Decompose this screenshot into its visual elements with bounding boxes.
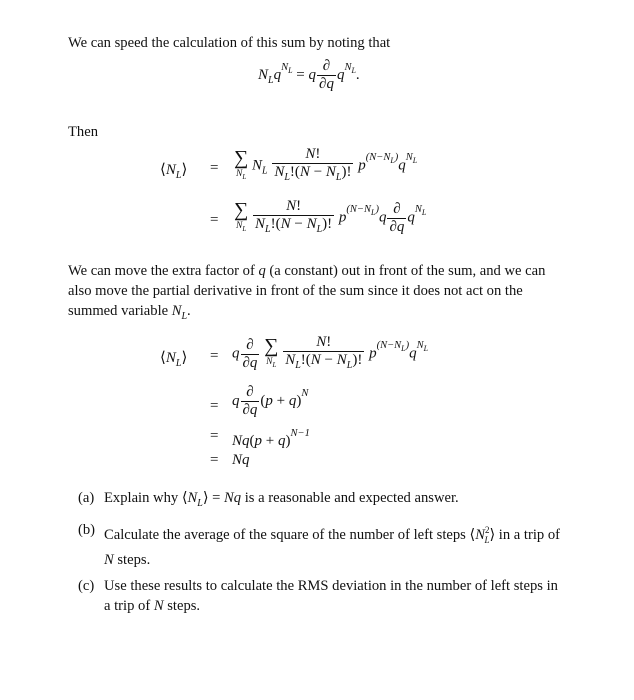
block1-equals-1: = xyxy=(210,160,219,176)
block2-line4: Nq xyxy=(232,452,250,468)
block1-line1: ∑ $N_L$ $N_L$ $\frac{N!}{N_L!(N - N_L)!}$ $p^{(N-N_L)}q^{N_L}$ xyxy=(234,146,418,183)
block2-line2: q $\frac{\partial}{\partial q}$ $(p + q)^N$ xyxy=(232,384,309,418)
question-a-label: (a) xyxy=(78,490,95,506)
move-text: We can move the extra factor of q (a constant) out in front of the sum, and we can also move the partial derivative in front of the sum since it does not act on the summed variable $N_L$. xyxy=(68,263,546,322)
intro-text: We can speed the calculation of this sum by noting that xyxy=(68,35,391,51)
block1-line2: ∑ $N_L$ $\frac{N!}{N_L!(N - N_L)!}$ $p^{(N-N_L)}q$ $\frac{\partial}{\partial q}$ $q^{N_L}$ xyxy=(234,198,427,235)
intro-paragraph xyxy=(68,33,568,53)
question-b-label: (b) xyxy=(78,521,96,538)
block1-equals-2: = xyxy=(210,212,219,228)
block2-lhs: $⟨N_L⟩$ xyxy=(160,350,188,369)
block2-line3: $Nq(p + q)^{N-1}$ xyxy=(232,428,310,449)
block2-equals-3: = xyxy=(210,428,219,444)
block2-equals-1: = xyxy=(210,348,219,364)
question-c-text: Use these results to calculate the RMS deviation in the number of left steps in a trip of N steps. xyxy=(104,577,558,614)
block2-line1: q $\frac{\partial}{\partial q}$ ∑ $N_L$ $\frac{N!}{N_L!(N - N_L)!}$ $p^{(N-N_L)}q^{N_L}$ xyxy=(232,334,429,371)
block2-equals-2: = xyxy=(210,398,219,414)
question-a-text: Explain why $⟨N_L⟩ = Nq$ is a reasonable and expected answer. xyxy=(104,490,459,509)
identity-equation: $N_Lq^{N_L} = q$ $\frac{\partial}{\partial q}$ $q^{N_L}$. xyxy=(258,58,360,92)
question-c xyxy=(78,576,568,616)
question-b-text: Calculate the average of the square of the number of left steps $⟨N^2_L⟩$ in a trip of N steps. xyxy=(104,524,560,568)
question-list xyxy=(78,488,568,622)
move-paragraph xyxy=(68,261,568,327)
block1-lhs: $⟨N_L⟩$ xyxy=(160,162,188,181)
question-a xyxy=(78,488,568,514)
block2-equals-4: = xyxy=(210,452,219,468)
question-b xyxy=(78,520,568,570)
then-paragraph xyxy=(68,122,568,142)
question-c-label: (c) xyxy=(78,577,95,594)
then-text: Then xyxy=(68,124,98,140)
